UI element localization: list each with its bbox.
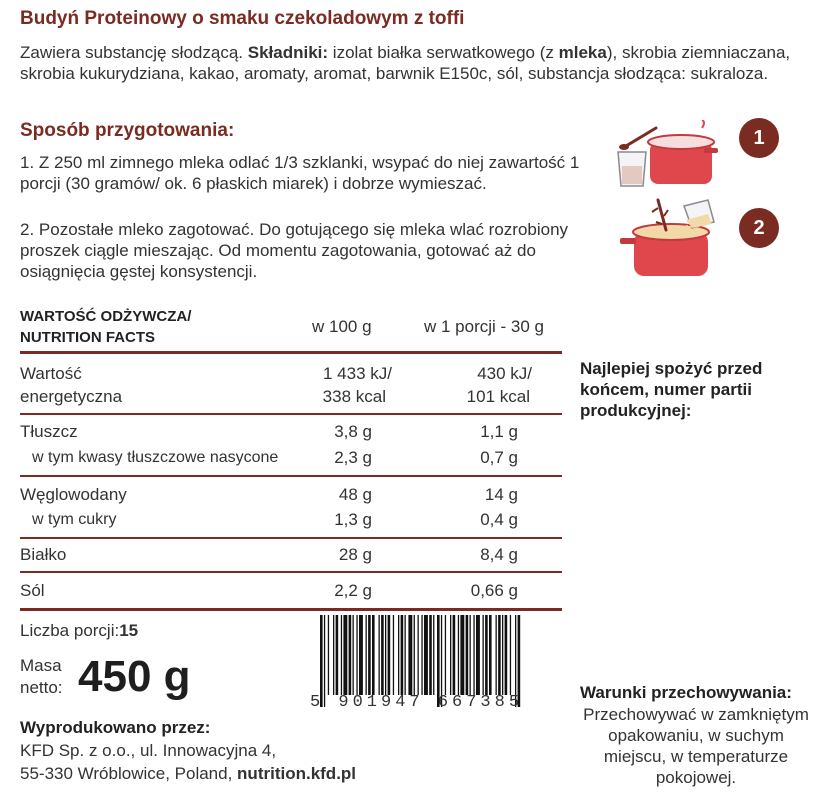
fat-label: Tłuszcz	[20, 422, 78, 441]
producer-address-line-2	[20, 764, 356, 784]
saturated-fat-label: w tym kwasy tłuszczowe nasycone	[32, 449, 279, 466]
carbs-100g: 48 g	[338, 485, 372, 504]
carbs-portion: 14 g	[484, 485, 518, 504]
preparation-step-1: 1. Z 250 ml zimnego mleka odlać 1/3 szklanki, wsypać do niej zawartość 1 porcji (30 gramów/ ok. 6 płaskich miarek) i dobrze wymieszać.	[20, 153, 580, 193]
table-divider	[20, 475, 562, 477]
nutrition-heading-line-1: WARTOŚĆ ODŻYWCZA/	[20, 308, 192, 325]
portions-count	[20, 621, 138, 641]
producer-address-line-1: KFD Sp. z o.o., ul. Innowacyjna 4,	[20, 741, 277, 760]
table-divider	[20, 413, 562, 415]
storage-text: Przechowywać w zamkniętym opakowaniu, w suchym miejscu, w temperaturze pokojowej.	[583, 705, 809, 787]
fat-100g: 3,8 g	[334, 422, 372, 441]
table-divider	[20, 608, 562, 611]
net-mass-label-line-2: netto:	[20, 678, 63, 697]
sugars-portion: 0,4 g	[480, 510, 518, 529]
nutrition-heading	[20, 306, 191, 348]
energy-100g-kcal: 338 kcal	[322, 387, 386, 406]
ingredients-label: Składniki:	[247, 43, 329, 62]
sweetener-notice: Zawiera substancję słodzącą.	[20, 43, 244, 62]
carbs-label: Węglowodany	[20, 485, 127, 504]
producer-heading: Wyprodukowano przez:	[20, 718, 211, 737]
column-header-portion: w 1 porcji - 30 g	[424, 317, 544, 336]
table-divider	[20, 351, 562, 354]
net-mass-value: 450 g	[78, 652, 191, 701]
table-divider	[20, 571, 562, 573]
ingredients-text	[20, 42, 820, 84]
preparation-heading: Sposób przygotowania:	[20, 120, 235, 141]
salt-100g: 2,2 g	[334, 581, 372, 600]
portions-value: 15	[119, 621, 139, 640]
pouring-into-pot-illustration	[612, 192, 722, 282]
saturated-fat-100g: 2,3 g	[334, 448, 372, 467]
saturated-fat-portion: 0,7 g	[480, 448, 518, 467]
salt-portion: 0,66 g	[470, 581, 518, 600]
column-header-100g: w 100 g	[312, 317, 372, 336]
protein-100g: 28 g	[338, 545, 372, 564]
energy-portion-kj: 430 kJ/	[477, 364, 532, 383]
energy-label-line-1: Wartość	[20, 364, 82, 383]
nutrition-heading-line-2: NUTRITION FACTS	[20, 329, 155, 346]
best-before-text: Najlepiej spożyć przed końcem, numer partii produkcyjnej:	[580, 359, 763, 420]
ingredients-part-b: ), skrobia ziemniaczana, skrobia kukurydziana, kakao, aromaty, aromat, barwnik E150c, sól, substancja słodząca: sukraloza.	[20, 43, 791, 83]
preparation-step-2: 2. Pozostałe mleko zagotować. Do gotującego się mleka wlać rozrobiony proszek ciągle mieszając. Od momentu zagotowania, gotować aż do osiągnięcia gęstej konsystencji.	[20, 220, 569, 281]
net-mass-label-line-1: Masa	[20, 656, 62, 675]
step-1-badge: 1	[739, 118, 779, 158]
barcode-digits: 5 901947 667385	[310, 693, 524, 712]
producer-city: 55-330 Wróblowice, Poland,	[20, 764, 233, 783]
energy-100g-kj: 1 433 kJ/	[323, 364, 392, 383]
protein-portion: 8,4 g	[480, 545, 518, 564]
energy-portion-kcal: 101 kcal	[466, 387, 530, 406]
fat-portion: 1,1 g	[480, 422, 518, 441]
table-divider	[20, 537, 562, 539]
sugars-label: w tym cukry	[32, 511, 117, 528]
sugars-100g: 1,3 g	[334, 510, 372, 529]
product-title: Budyń Proteinowy o smaku czekoladowym z toffi	[20, 8, 465, 29]
salt-label: Sól	[20, 581, 45, 600]
producer-website: nutrition.kfd.pl	[237, 764, 357, 783]
protein-label: Białko	[20, 545, 67, 564]
storage-heading: Warunki przechowywania:	[580, 683, 792, 702]
ingredients-part-a: izolat białka serwatkowego (z	[332, 43, 554, 62]
allergen-milk: mleka	[558, 43, 607, 62]
portions-label: Liczba porcji:	[20, 621, 120, 640]
net-mass-label	[20, 655, 63, 699]
energy-label-line-2: energetyczna	[20, 387, 123, 406]
pot-and-glass-illustration	[612, 120, 722, 190]
step-2-badge: 2	[739, 208, 779, 248]
